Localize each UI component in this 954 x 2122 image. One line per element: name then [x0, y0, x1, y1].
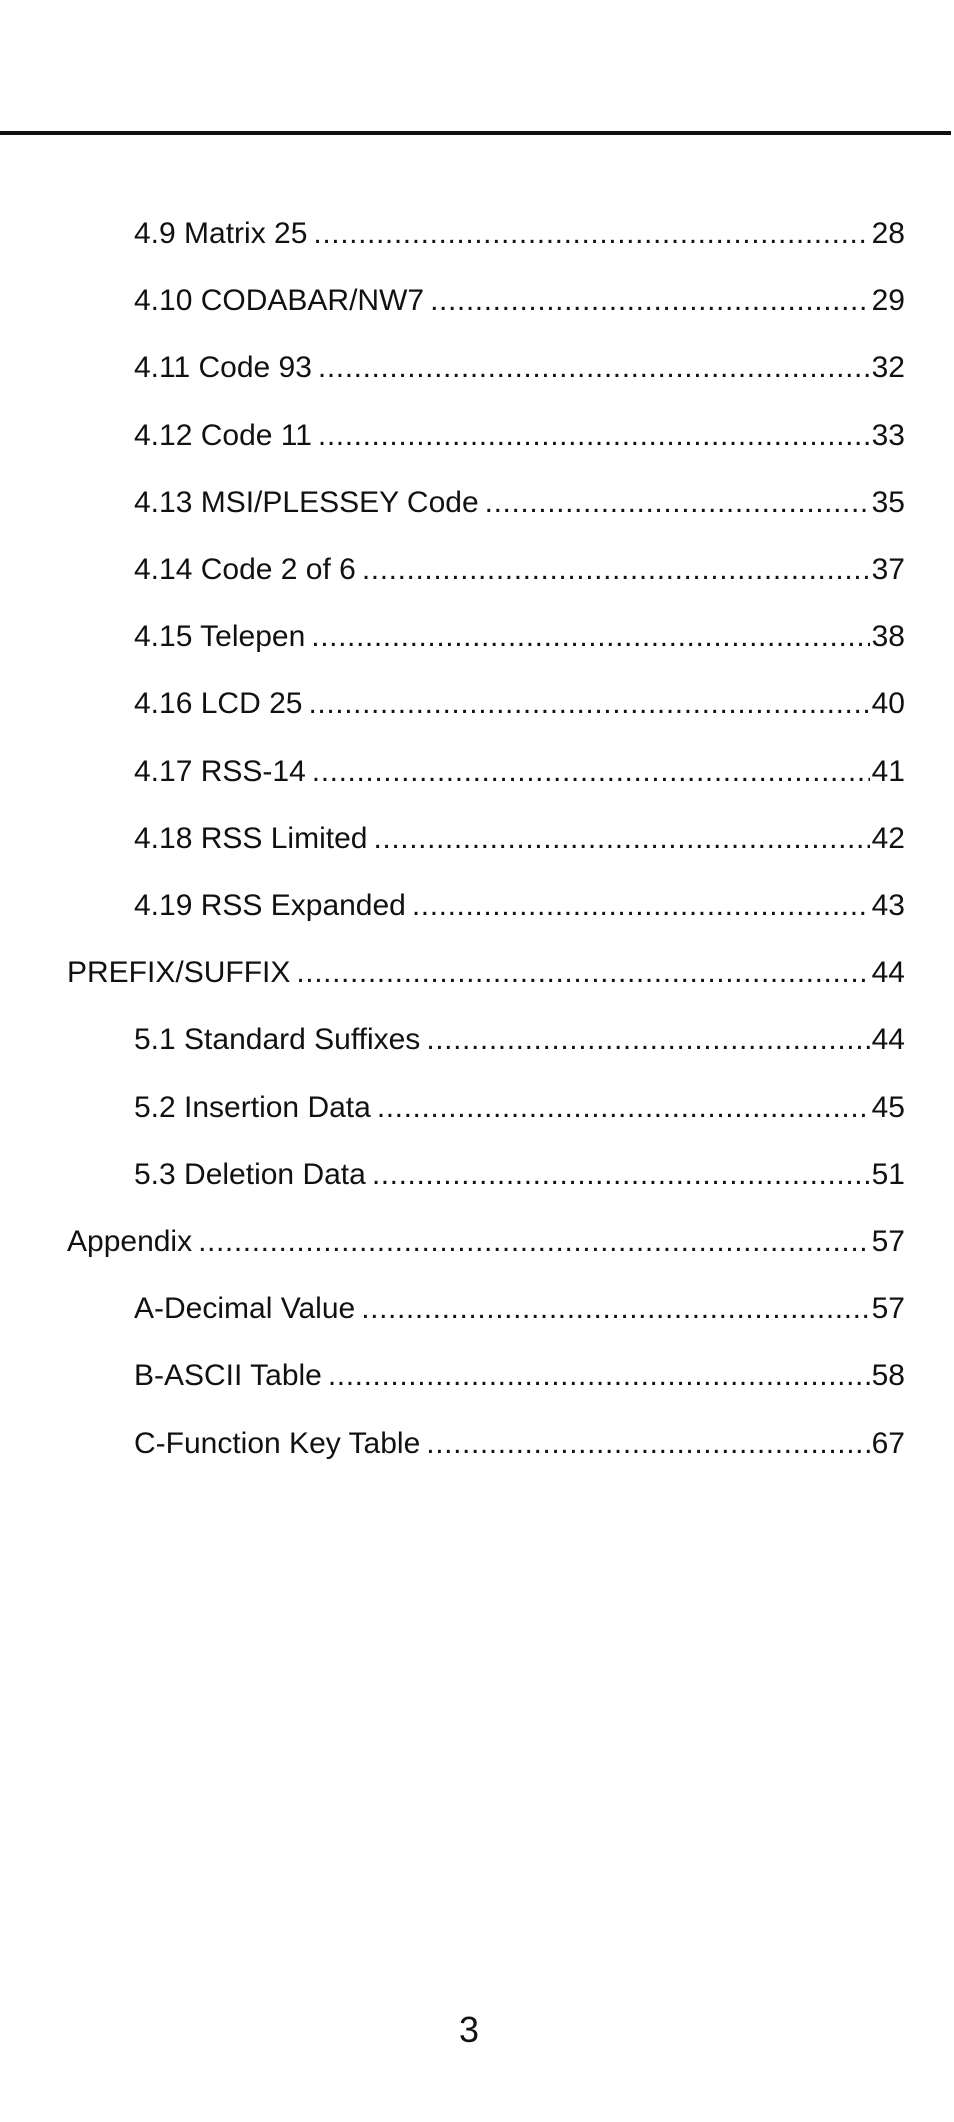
- toc-entry-title: PREFIX/SUFFIX: [67, 956, 291, 990]
- toc-entry-page: 32: [871, 351, 905, 385]
- toc-dot-leader: [311, 617, 869, 657]
- toc-dot-leader: [361, 1289, 869, 1329]
- toc-entry-title: 4.17 RSS-14: [134, 754, 306, 788]
- toc-entry-title: 4.12 Code 11: [134, 418, 312, 452]
- toc-entry-page: 44: [871, 956, 905, 990]
- toc-entry-title: 5.3 Deletion Data: [134, 1157, 366, 1191]
- toc-entry[interactable]: [134, 483, 905, 523]
- toc-entry-title: C-Function Key Table: [134, 1426, 421, 1460]
- header-rule: [0, 131, 951, 135]
- toc-entry-title: 4.9 Matrix 25: [134, 217, 308, 250]
- toc-entry[interactable]: [134, 684, 905, 724]
- toc-entry-page: 45: [871, 1090, 905, 1124]
- toc-entry-title: 4.16 LCD 25: [134, 687, 303, 721]
- toc-entry-page: 51: [871, 1157, 905, 1191]
- toc-entry[interactable]: [134, 281, 905, 321]
- toc-entry-page: 58: [871, 1359, 905, 1393]
- toc-dot-leader: [312, 752, 870, 792]
- toc-dot-leader: [296, 953, 869, 993]
- toc-entry-title: 4.19 RSS Expanded: [134, 889, 406, 922]
- toc-entry-page: 57: [871, 1292, 905, 1326]
- toc-entry[interactable]: [134, 214, 905, 254]
- toc-entry-title: 4.15 Telepen: [134, 620, 306, 654]
- toc-dot-leader: [198, 1222, 870, 1262]
- toc-dot-leader: [362, 550, 870, 590]
- toc-entry-page: 57: [871, 1225, 905, 1258]
- toc-entry[interactable]: [134, 1289, 905, 1329]
- toc-entry[interactable]: [134, 416, 905, 456]
- toc-dot-leader: [412, 886, 870, 926]
- toc-entry[interactable]: [134, 886, 905, 926]
- toc-entry-page: 29: [871, 284, 905, 318]
- toc-dot-leader: [426, 1020, 869, 1060]
- toc-entry[interactable]: [134, 550, 905, 590]
- toc-dot-leader: [377, 1088, 870, 1128]
- toc-dot-leader: [430, 281, 870, 321]
- toc-dot-leader: [426, 1424, 869, 1464]
- toc-entry-title: 4.18 RSS Limited: [134, 821, 368, 855]
- toc-entry[interactable]: [134, 348, 905, 388]
- toc-dot-leader: [318, 348, 870, 388]
- toc-entry[interactable]: [134, 1356, 905, 1396]
- toc-entry[interactable]: [134, 752, 905, 792]
- toc-entry-title: 5.2 Insertion Data: [134, 1090, 371, 1124]
- toc-entry-page: 35: [871, 485, 905, 519]
- toc-entry-page: 38: [871, 620, 905, 654]
- toc-dot-leader: [308, 684, 869, 724]
- toc-dot-leader: [313, 214, 869, 254]
- toc-dot-leader: [485, 483, 870, 523]
- toc-entry[interactable]: [134, 617, 905, 657]
- toc-entry-page: 40: [871, 687, 905, 721]
- toc-entry-page: 43: [871, 889, 905, 922]
- toc-entry-title: B-ASCII Table: [134, 1359, 322, 1393]
- toc-entry-title: 5.1 Standard Suffixes: [134, 1023, 421, 1057]
- toc-entry-title: 4.11 Code 93: [134, 351, 312, 385]
- toc-dot-leader: [318, 416, 870, 456]
- toc-entry-title: 4.10 CODABAR/NW7: [134, 284, 425, 318]
- toc-entry-title: Appendix: [67, 1225, 193, 1258]
- toc-entry-title: A-Decimal Value: [134, 1292, 356, 1326]
- toc-entry-page: 44: [871, 1023, 905, 1057]
- toc-entry-page: 33: [871, 418, 905, 452]
- toc-entry-page: 42: [871, 821, 905, 855]
- toc-entry-page: 37: [871, 553, 905, 586]
- toc-entry[interactable]: [67, 953, 905, 993]
- toc-dot-leader: [373, 819, 869, 859]
- toc-entry[interactable]: [134, 1088, 905, 1128]
- toc-entry-title: 4.13 MSI/PLESSEY Code: [134, 485, 479, 519]
- toc-entry[interactable]: [134, 819, 905, 859]
- toc-entry-title: 4.14 Code 2 of 6: [134, 553, 356, 586]
- toc-dot-leader: [328, 1356, 870, 1396]
- toc-entry[interactable]: [67, 1222, 905, 1262]
- toc-entry[interactable]: [134, 1424, 905, 1464]
- toc-entry-page: 28: [871, 217, 905, 250]
- toc-entry-page: 67: [871, 1426, 905, 1460]
- toc-dot-leader: [372, 1155, 870, 1195]
- toc-entry-page: 41: [871, 754, 905, 788]
- page-number: 3: [458, 2009, 480, 2050]
- toc-entry[interactable]: [134, 1020, 905, 1060]
- toc-entry[interactable]: [134, 1155, 905, 1195]
